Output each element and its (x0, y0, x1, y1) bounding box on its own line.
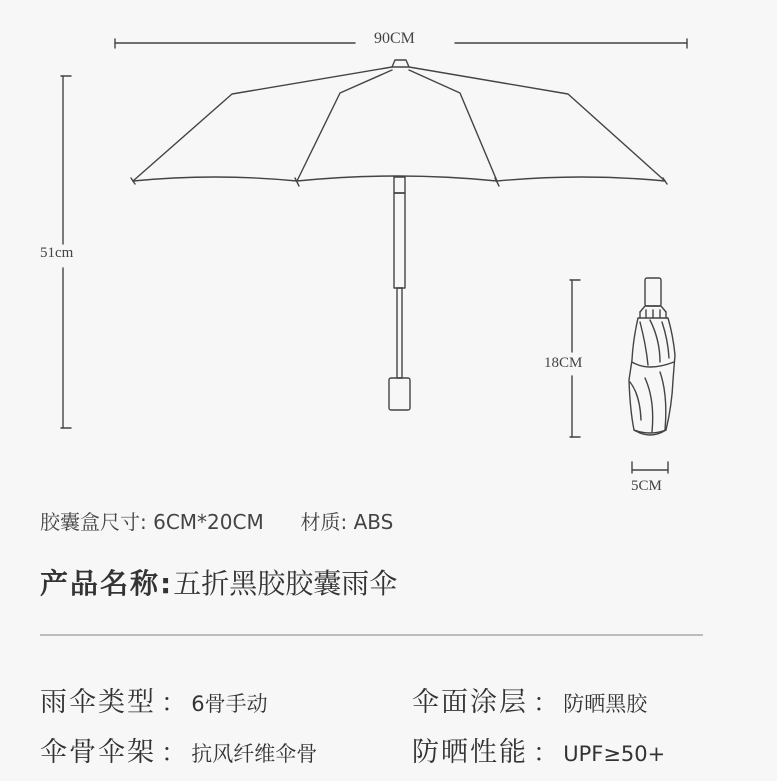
spec-umbrella-type (40, 680, 268, 719)
spec-value: 抗风纤维伞骨 (191, 742, 318, 766)
product-name-row (40, 562, 397, 602)
box-size-label: 胶囊盒尺寸: (40, 510, 147, 534)
spec-uv-protection (412, 730, 665, 769)
spec-label: 雨伞类型 (40, 687, 156, 718)
folded-diameter-label: 5CM (627, 478, 666, 495)
open-height-label: 51cm (30, 245, 83, 262)
folded-diameter-dimension-line (632, 462, 668, 473)
spec-frame (40, 730, 317, 769)
spec-label: 防晒性能 (412, 737, 528, 768)
spec-value: 防晒黑胶 (563, 692, 648, 716)
spec-value: UPF≥50+ (563, 742, 666, 766)
product-name-value: 五折黑胶胶囊雨伞 (173, 567, 398, 600)
open-umbrella-icon (131, 60, 667, 410)
folded-umbrella-icon (629, 278, 675, 435)
product-name-label: 产品名称: (40, 567, 174, 600)
spec-label: 伞骨伞架 (40, 737, 156, 768)
material-value: ABS (353, 510, 394, 534)
section-divider (40, 634, 703, 636)
spec-colon: ： (161, 688, 187, 717)
folded-length-label: 18CM (540, 355, 586, 372)
spec-colon: ： (533, 688, 559, 717)
capsule-box-info (40, 506, 393, 535)
material-label: 材质: (300, 510, 348, 534)
spec-canopy-coating (412, 680, 647, 719)
spec-colon: ： (533, 738, 559, 767)
spec-value: 6骨手动 (191, 692, 268, 716)
box-size-value: 6CM*20CM (153, 510, 264, 534)
spec-colon: ： (161, 738, 187, 767)
open-width-label: 90CM (368, 30, 421, 48)
spec-label: 伞面涂层 (412, 687, 528, 718)
